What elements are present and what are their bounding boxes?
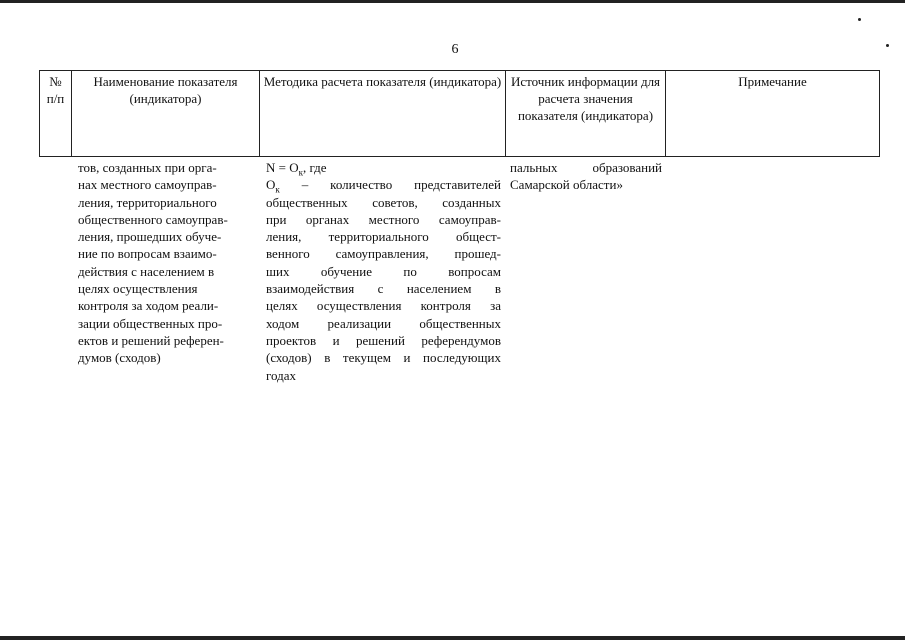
method-line: целях осуществления контроля за <box>266 298 501 314</box>
calculation-method-cell <box>266 159 501 384</box>
method-line: годах <box>266 367 297 383</box>
indicator-name-line: зации общественных про- <box>78 315 223 331</box>
indicator-name-line: ления, территориального <box>78 194 217 210</box>
indicator-name-line: общественного самоуправ- <box>78 211 228 227</box>
method-line: венного самоуправления, прошед- <box>266 246 501 262</box>
indicator-name-cell <box>78 159 253 367</box>
scan-bottom-border <box>0 636 905 640</box>
header-col-source: Источник информации для расчета значения показателя (индикатора) <box>506 71 666 157</box>
scan-top-border <box>0 0 905 3</box>
indicator-name-line: действия с населением в <box>78 263 215 279</box>
method-line: ления, территориального общест- <box>266 229 501 245</box>
indicator-name-line: нах местного самоуправ- <box>78 177 217 193</box>
header-col-method: Методика расчета показателя (индикатора) <box>260 71 506 157</box>
method-line: ших обучение по вопросам <box>266 263 501 279</box>
indicator-name-line: ние по вопросам взаимо- <box>78 246 217 262</box>
source-line: пальных образований <box>510 160 662 175</box>
method-line: общественных советов, созданных <box>266 194 501 210</box>
scan-speck <box>858 18 861 21</box>
header-col-note: Примечание <box>666 71 880 157</box>
indicator-name-line: контроля за ходом реали- <box>78 298 219 314</box>
formula-line: $N = O_к$, где <box>266 160 327 178</box>
indicator-name-line: ектов и решений референ- <box>78 332 224 348</box>
header-col-name: Наименование показателя (индикатора) <box>72 71 260 157</box>
source-line: Самарской области» <box>510 177 623 193</box>
method-line: (сходов) в текущем и последующих <box>266 350 501 366</box>
method-line: взаимодействия с населением в <box>266 281 501 297</box>
indicator-name-line: тов, созданных при орга- <box>78 160 217 175</box>
method-line: при органах местного самоуправ- <box>266 211 501 227</box>
indicator-name-line: ления, прошедших обуче- <box>78 229 222 245</box>
indicator-name-line: целях осуществления <box>78 281 198 297</box>
method-line: $O_к$ – количество представителей <box>266 177 501 195</box>
table-header <box>39 70 880 157</box>
information-source-cell <box>510 159 662 194</box>
scan-speck <box>886 44 889 47</box>
method-line: ходом реализации общественных <box>266 315 501 331</box>
page-number: 6 <box>451 42 459 57</box>
method-definition <box>266 176 501 384</box>
indicator-name-line: думов (сходов) <box>78 350 161 366</box>
method-line: проектов и решений референдумов <box>266 332 501 348</box>
header-col-number: № п/п <box>40 71 72 157</box>
